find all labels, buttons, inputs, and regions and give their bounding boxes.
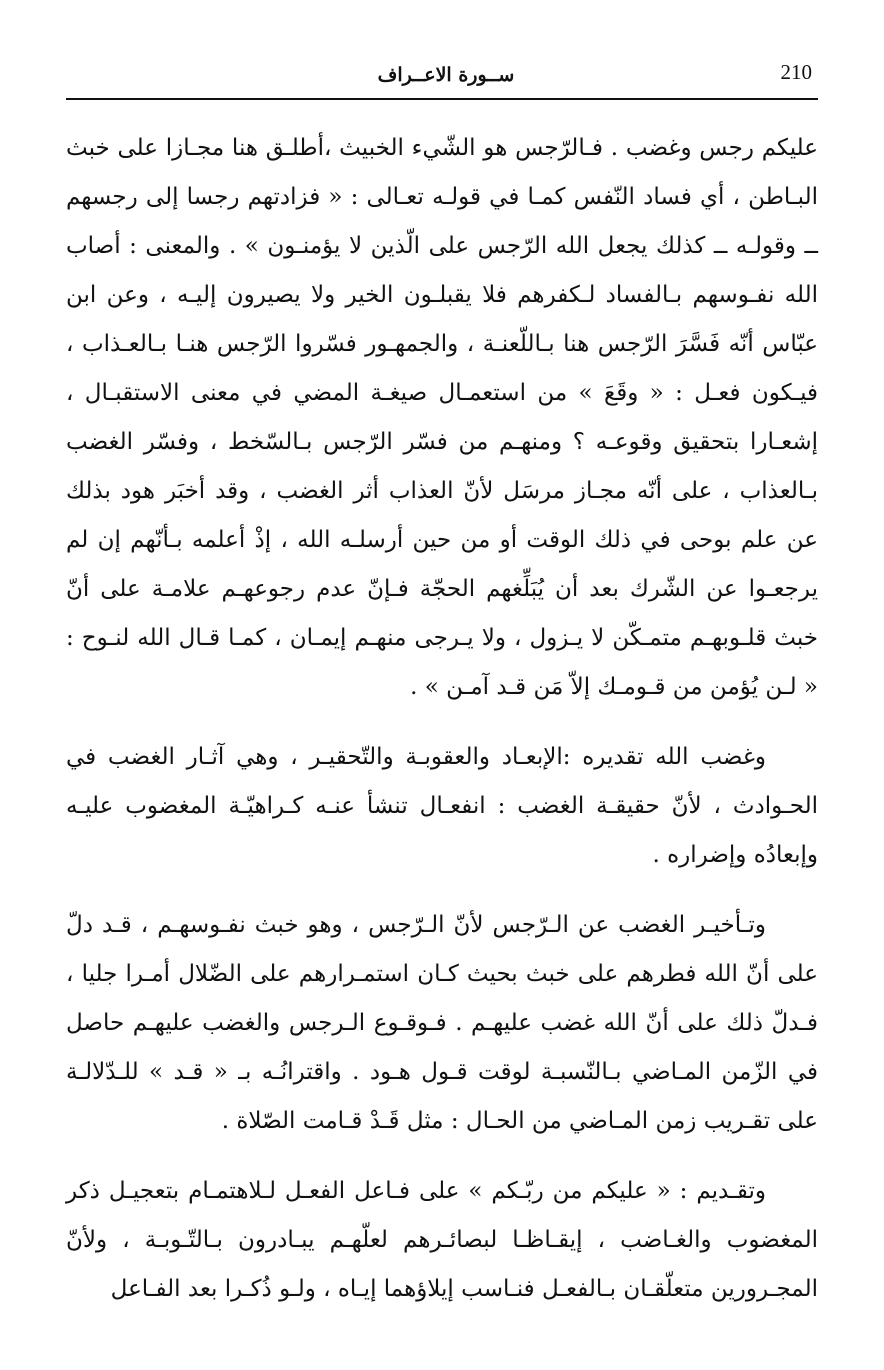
- page-body: [66, 124, 818, 1335]
- page-number: 210: [780, 60, 812, 84]
- running-title: ســورة الاعــراف: [377, 64, 515, 86]
- header-rule: [66, 98, 818, 100]
- paragraph-2: وغضب الله تقديره :الإبعـاد والعقوبـة والتّحقيـر ، وهي آثـار الغضب في الحـوادث ، لأنّ حقيقـة الغضب : انفعـال تنشأ عنـه كـراهيّـة المغضوب عليـه وإبعادُه وإضراره .: [66, 744, 818, 868]
- paragraph-1: عليكم رجس وغضب . فـالرّجس هو الشّيء الخبيث ،أطلـق هنا مجـازا على خبث البـاطن ، أي فساد النّفس كمـا في قولـه تعـالى : « فزادتهم رجسا إلى رجسهم ــ وقولـه ــ كذلك يجعل الله الرّجس على الّذين لا يؤمنـون » . والمعنى : أصاب الله نفـوسهم بـالفساد لـكفرهم فلا يقبلـون الخير ولا يصيرون إليـه ، وعن ابن عبّاس أنّه فَسَّرَ الرّجس هنا بـاللّعنـة ، والجمهـور فسّروا الرّجس هنـا بـالعـذاب ، فيـكون فعـل : « وقَعَ » من استعمـال صيغـة المضي في معنى الاستقبـال ، إشعـارا بتحقيق وقوعـه ؟ ومنهـم من فسّر الرّجس بـالسّخط ، وفسّر الغضب بـالعذاب ، على أنّه مجـاز مرسَل لأنّ العذاب أثر الغضب ، وقد أخبَر هود بذلك عن علم بوحى في ذلك الوقت أو من حين أرسلـه الله ، إذْ أعلمه بـأنّهم إن لم يرجعـوا عن الشّرك بعد أن يُبَلِّغهم الحجّة فـإنّ عدم رجوعهـم علامـة على أنّ خبث قلـوبهـم متمـكّن لا يـزول ، ولا يـرجى منهـم إيمـان ، كمـا قـال الله لنـوح : « لـن يُؤمن من قـومـك إلاّ مَن قـد آمـن » .: [66, 135, 818, 700]
- paragraph-4: وتقـديم : « عليكم من ربّـكم » على فـاعل الفعـل لـلاهتمـام بتعجيـل ذكر المغضوب والغـاضب ، إيقـاظـا لبصائـرهم لعلّهـم يبـادرون بـالتّـوبـة ، ولأنّ المجـرورين متعلّقـان بـالفعـل فنـاسب إيلاؤهما إيـاه ، ولـو ذُكـرا بعد الفـاعل: [66, 1178, 818, 1302]
- page-header: [66, 56, 818, 100]
- paragraph-3: وتـأخيـر الغضب عن الـرّجس لأنّ الـرّجس ، وهو خبث نفـوسهـم ، قـد دلّ على أنّ الله فطرهم على خبث بحيث كـان استمـرارهم على الضّلال أمـرا جليا ، فـدلّ ذلك على أنّ الله غضب عليهـم . فـوقـوع الـرجس والغضب عليهـم حاصل في الزّمن المـاضي بـالنّسبـة لوقت قـول هـود . واقترانُـه بـ « قـد » للـدّلالـة على تقـريب زمن المـاضي من الحـال : مثل قَـدْ قـامت الصّلاة .: [66, 912, 818, 1134]
